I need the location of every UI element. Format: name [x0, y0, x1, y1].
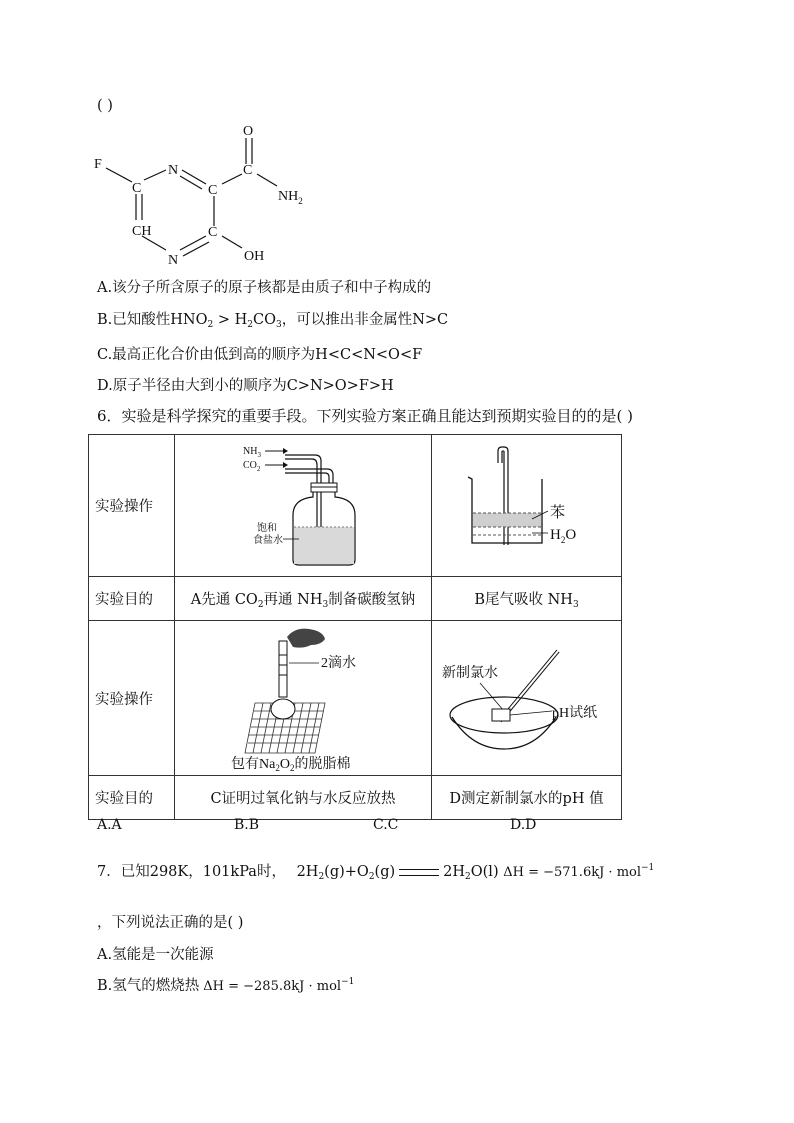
label-two-drops: 2滴水	[321, 656, 356, 671]
experiment-table	[88, 434, 622, 820]
q5-option-a: A.该分子所含原子的原子核都是由质子和中子构成的	[97, 280, 432, 296]
purpose-c: C证明过氧化钠与水反应放热	[175, 776, 432, 820]
label-water: $H_2O$	[550, 527, 577, 545]
q5-option-d: D.原子半径由大到小的顺序为C>N>O>F>H	[97, 378, 394, 394]
atom-c3: C	[243, 163, 253, 178]
atom-n1: N	[168, 163, 179, 178]
label-benzene: 苯	[550, 505, 566, 521]
row-label-operation-2: 实验操作	[89, 621, 175, 776]
q7-option-b: B.氢气的燃烧热 ΔH = −285.8kJ · mol$^{-1}$	[97, 977, 355, 994]
q6-answer-b: B.B	[234, 817, 260, 833]
q6-answer-a: A.A	[97, 817, 122, 833]
label-co2: $CO_2$	[243, 460, 261, 473]
atom-nh2: $NH_2$	[278, 189, 303, 206]
row-label-operation: 实验操作	[89, 435, 175, 577]
atom-f: F	[94, 157, 102, 172]
q7-option-a: A.氢能是一次能源	[97, 947, 214, 963]
purpose-b: B尾气吸收 $NH_3$	[432, 577, 622, 621]
atom-n2: N	[168, 253, 179, 268]
dropper-figure	[175, 621, 431, 771]
label-cotton: 包有$Na_2O_2$的脱脂棉	[231, 757, 351, 771]
purpose-a: A先通 $CO_2$再通 $NH_3$制备碳酸氢钠	[175, 577, 432, 621]
row-label-purpose: 实验目的	[89, 577, 175, 621]
label-brine-1: 饱和	[257, 523, 277, 534]
q5-answer-bracket: ( )	[97, 98, 113, 114]
beaker-figure	[432, 435, 621, 572]
atom-ch: CH	[132, 224, 152, 239]
q7-stem: 7．已知298K，101kPa时， $2H_2(g)+O_2(g)$ $2H_2O(l) \Delta H = -571.6kJ \cdot mol^{-1}$	[97, 863, 655, 882]
figure-c-cell	[175, 621, 432, 776]
figure-b-cell	[432, 435, 622, 577]
q7-stem-continued: ，下列说法正确的是( )	[97, 915, 244, 931]
figure-a-cell	[175, 435, 432, 577]
q6-answer-d: D.D	[510, 817, 537, 833]
atom-c1: C	[132, 181, 142, 196]
purpose-d: D测定新制氯水的pH 值	[432, 776, 622, 820]
atom-c2: C	[208, 183, 218, 198]
row-label-purpose-2: 实验目的	[89, 776, 175, 820]
q6-answer-c: C.C	[373, 817, 399, 833]
label-brine-2: 食盐水	[253, 535, 283, 546]
atom-o: O	[243, 124, 254, 139]
watch-glass-figure	[432, 621, 621, 771]
figure-d-cell	[432, 621, 622, 776]
reaction-arrow	[399, 869, 439, 876]
label-chlorine-water: 新制氯水	[442, 666, 498, 681]
atom-c4: C	[208, 225, 218, 240]
label-ph-paper: pH试纸	[552, 706, 598, 721]
gas-washing-bottle-figure	[175, 435, 431, 572]
molecular-structure	[92, 118, 332, 270]
q5-option-c: C.最高正化合价由低到高的顺序为H<C<N<O<F	[97, 347, 423, 363]
label-nh3: $NH_3$	[243, 446, 261, 459]
atom-oh: OH	[244, 249, 265, 264]
q6-stem: 6．实验是科学探究的重要手段。下列实验方案正确且能达到预期实验目的的是( )	[97, 407, 634, 425]
q5-option-b: B.已知酸性$HNO_2 > H_2CO_3$，可以推出非金属性N>C	[97, 312, 449, 330]
thermo-equation: $2H_2(g)+O_2(g)$ $2H_2O(l) \Delta H = -571.6kJ \cdot mol^{-1}$	[296, 863, 655, 882]
